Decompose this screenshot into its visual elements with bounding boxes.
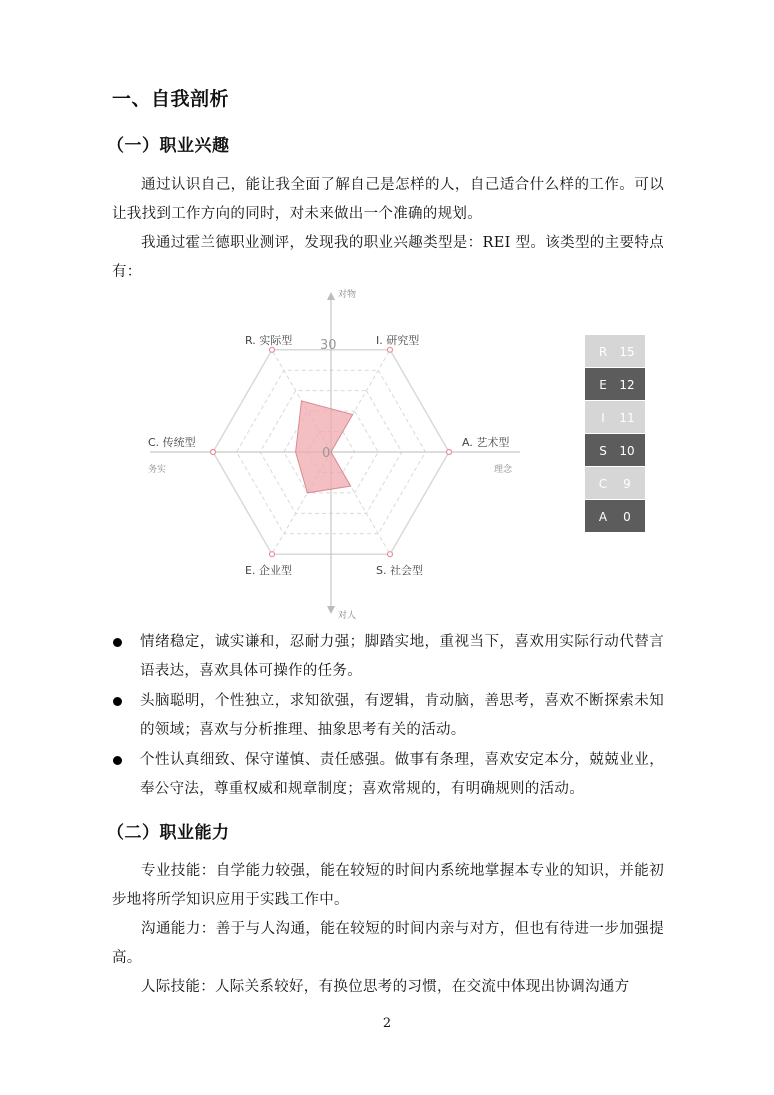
- score-cell: [585, 467, 645, 499]
- score-letter: A: [598, 510, 608, 524]
- score-cell: [585, 401, 645, 433]
- ability-paragraph: 人际技能：人际关系较好，有换位思考的习惯，在交流中体现出协调沟通方: [141, 979, 630, 995]
- score-letter: S: [599, 444, 607, 458]
- list-item: [112, 628, 664, 686]
- score-letter: R: [598, 345, 608, 359]
- score-cell: [585, 434, 645, 466]
- vertex-dot: [211, 450, 216, 455]
- axis-label: A. 艺术型: [462, 436, 510, 449]
- axis-label: S. 社会型: [376, 564, 423, 577]
- vertex-dot: [447, 450, 452, 455]
- bullet-icon: [113, 638, 122, 647]
- score-value: 10: [619, 444, 635, 458]
- direction-label-right: 理念: [494, 465, 513, 475]
- score-letter: I: [601, 411, 605, 425]
- arrow-up-icon: [327, 292, 335, 300]
- vertex-dot: [388, 347, 393, 352]
- trait-text: 头脑聪明，个性独立，求知欲强，有逻辑，肯动脑，善思考，喜欢不断探索未知的领域；喜欢与分析推理、抽象思考有关的活动。: [140, 693, 664, 738]
- trait-text: 情绪稳定，诚实谦和，忍耐力强；脚踏实地，重视当下，喜欢用实际行动代替言语表达，喜欢具体可操作的任务。: [140, 634, 664, 679]
- scale-min-label: 0: [322, 446, 331, 461]
- vertex-dot: [270, 552, 275, 557]
- section-heading-career-ability: （二）职业能力: [107, 823, 230, 843]
- score-cell: [585, 368, 645, 400]
- direction-label-bottom: 对人: [338, 611, 357, 621]
- bullet-icon: [113, 697, 122, 706]
- score-value: 15: [619, 345, 635, 359]
- score-value: 11: [619, 411, 635, 425]
- score-table: [585, 335, 645, 532]
- list-item: [112, 687, 664, 745]
- intro-paragraph: 我通过霍兰德职业测评，发现我的职业兴趣类型是：REI 型。该类型的主要特点有：: [112, 235, 664, 280]
- score-value: 12: [619, 378, 635, 392]
- axis-label: C. 传统型: [148, 436, 196, 449]
- section-heading-career-interest: （一）职业兴趣: [107, 136, 230, 156]
- scale-max-label: 30: [320, 338, 337, 353]
- bullet-icon: [113, 756, 122, 765]
- trait-text: 个性认真细致、保守谨慎、责任感强。做事有条理，喜欢安定本分，兢兢业业，奉公守法，尊重权威和规章制度；喜欢常规的，有明确规则的活动。: [140, 752, 664, 797]
- list-item: [112, 746, 664, 804]
- score-value: 0: [623, 510, 631, 524]
- direction-label-left: 务实: [148, 465, 167, 475]
- score-value: 9: [623, 477, 631, 491]
- axis-label: E. 企业型: [245, 564, 292, 577]
- direction-label-top: 对物: [338, 290, 357, 300]
- ability-paragraph: 专业技能：自学能力较强，能在较短的时间内系统地掌握本专业的知识，并能初步地将所学知识应用于实践工作中。: [112, 863, 664, 908]
- arrow-down-icon: [327, 606, 335, 614]
- ability-paragraph: 沟通能力：善于与人沟通，能在较短的时间内亲与对方，但也有待进一步加强提高。: [112, 921, 664, 966]
- trait-list: [112, 628, 664, 805]
- score-letter: C: [598, 477, 608, 491]
- score-cell: [585, 500, 645, 532]
- heading-self-analysis: 一、自我剖析: [112, 88, 230, 110]
- intro-paragraph: 通过认识自己，能让我全面了解自己是怎样的人，自己适合什么样的工作。可以让我找到工作方向的同时，对未来做出一个准确的规划。: [112, 177, 664, 222]
- score-letter: E: [599, 378, 607, 392]
- axis-label: I. 研究型: [376, 334, 420, 347]
- vertex-dot: [388, 552, 393, 557]
- vertex-dot: [270, 347, 275, 352]
- score-cell: [585, 335, 645, 367]
- holland-radar-chart: [0, 282, 774, 622]
- page-number: 2: [382, 1016, 392, 1031]
- axis-label: R. 实际型: [245, 334, 293, 347]
